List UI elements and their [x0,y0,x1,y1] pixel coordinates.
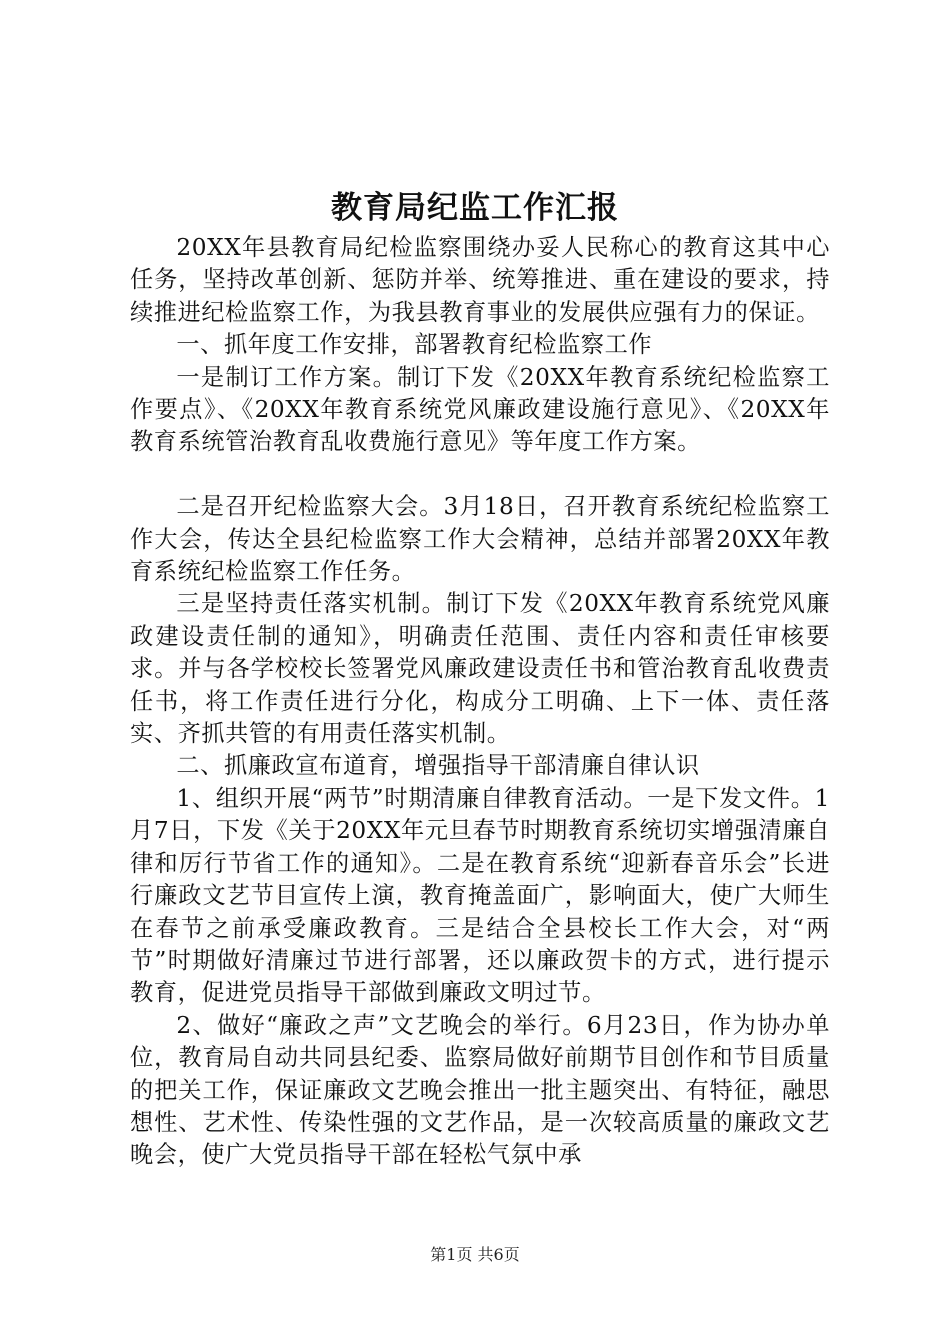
paragraph-responsibility: 三是坚持责任落实机制。制订下发《20XX年教育系统党风廉政建设责任制的通知》，明确责任范围、责任内容和责任审核要求。并与各学校校长签署党风廉政建设责任书和管治教育乱收费责任书，将工作责任进行分化，构成分工明确、上下一体、责任落实、齐抓共管的有用责任落实机制。 [130,590,830,748]
paragraph-meeting: 二是召开纪检监察大会。3月18日，召开教育系统纪检监察工作大会，传达全县纪检监察工作大会精神，总结并部署20XX年教育系统纪检监察工作任务。 [130,493,830,586]
section-heading-1: 一、抓年度工作安排，部署教育纪检监察工作 [176,331,653,359]
document-title: 教育局纪监工作汇报 [331,190,619,226]
page-footer: 第1页 共6页 [430,1245,520,1264]
document-body [130,232,830,1172]
paragraph-holiday-education: 1、组织开展“两节”时期清廉自律教育活动。一是下发文件。1月7日，下发《关于20XX年元旦春节时期教育系统切实增强清廉自律和厉行节省工作的通知》。二是在教育系统“迎新春音乐会”长进行廉政文艺节目宣传上演，教育掩盖面广，影响面大，使广大师生在春节之前承受廉政教育。三是结合全县校长工作大会，对“两节”时期做好清廉过节进行部署，还以廉政贺卡的方式，进行提示教育，促进党员指导干部做到廉政文明过节。 [130,784,830,1007]
section-heading-2: 二、抓廉政宣布道育，增强指导干部清廉自律认识 [176,752,700,780]
paragraph-work-plan: 一是制订工作方案。制订下发《20XX年教育系统纪检监察工作要点》、《20XX年教育系统党风廉政建设施行意见》、《20XX年教育系统管治教育乱收费施行意见》等年度工作方案。 [130,363,830,456]
paragraph-evening-gala: 2、做好“廉政之声”文艺晚会的举行。6月23日，作为协办单位，教育局自动共同县纪委、监察局做好前期节目创作和节目质量的把关工作，保证廉政文艺晚会推出一批主题突出、有特征，融思想性、艺术性、传染性强的文艺作品，是一次较高质量的廉政文艺晚会，使广大党员指导干部在轻松气氛中承 [130,1011,830,1169]
blank-line [130,459,830,491]
paragraph-intro: 20XX年县教育局纪检监察围绕办妥人民称心的教育这其中心任务，坚持改革创新、惩防并举、统筹推进、重在建设的要求，持续推进纪检监察工作，为我县教育事业的发展供应强有力的保证。 [130,234,830,326]
